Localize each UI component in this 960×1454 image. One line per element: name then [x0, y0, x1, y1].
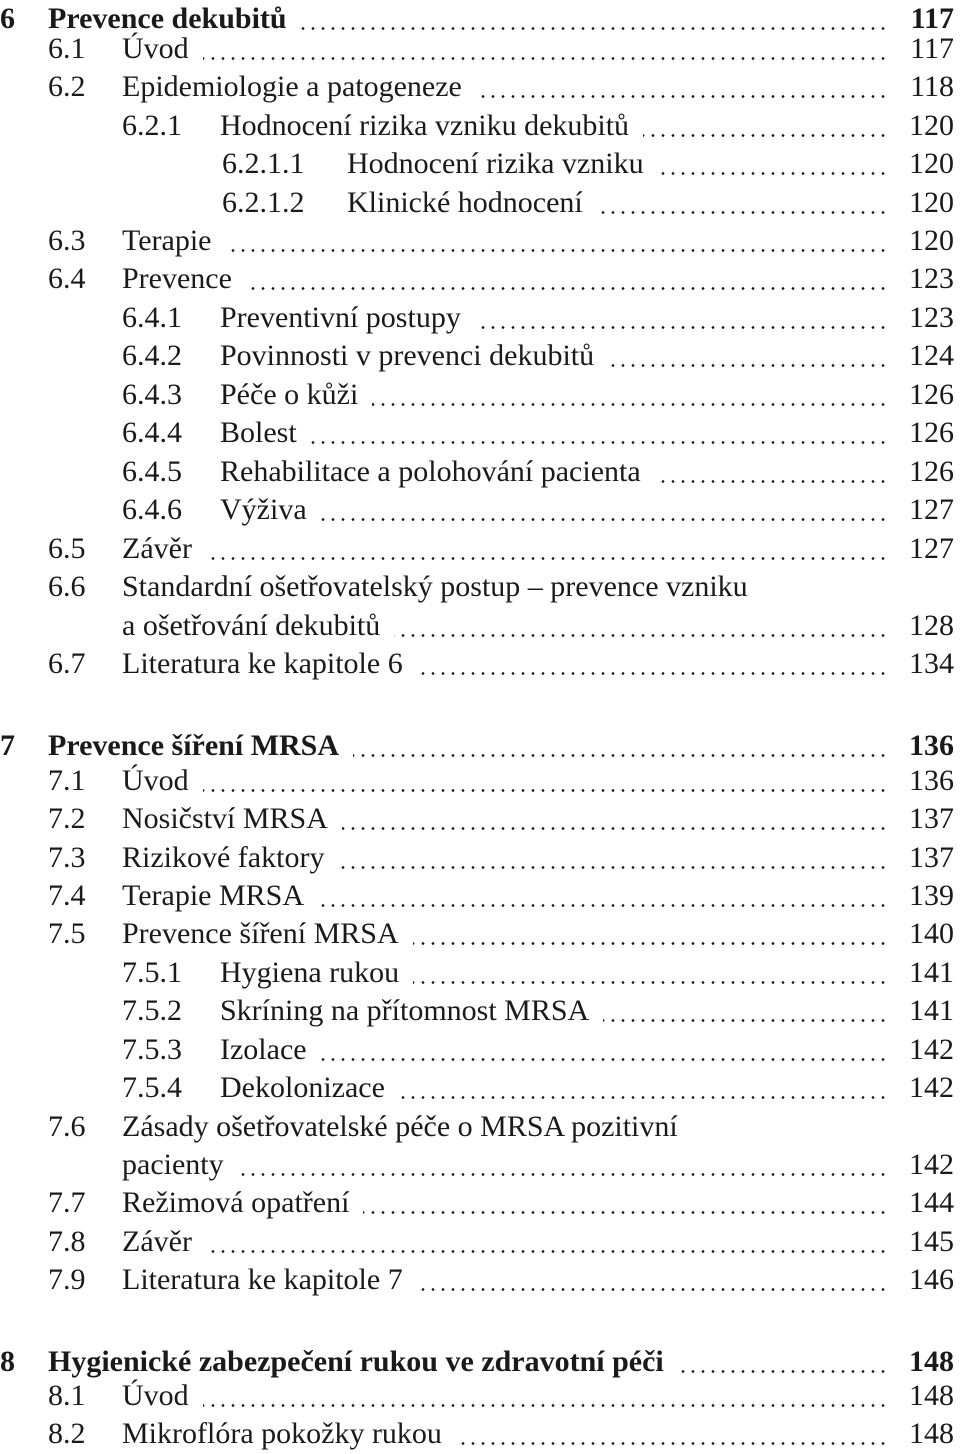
entry-number: 7.5 [48, 917, 86, 950]
dot-leader [608, 364, 888, 367]
toc-entry[interactable] [0, 645, 960, 683]
dot-leader [246, 287, 888, 290]
entry-number: 6.4.3 [122, 378, 182, 411]
toc-entry[interactable] [0, 376, 960, 414]
entry-title: Režimová opatření [122, 1186, 350, 1219]
entry-title: Hodnocení rizika vzniku dekubitů [220, 109, 630, 142]
toc-entry[interactable] [0, 453, 960, 491]
dot-leader [203, 789, 888, 792]
entry-title: pacienty [122, 1148, 224, 1181]
toc-entry[interactable] [0, 222, 960, 260]
entry-number: 8.2 [48, 1417, 86, 1450]
toc-entry[interactable] [0, 1184, 960, 1222]
entry-title: Terapie [122, 224, 212, 257]
entry-number: 7.2 [48, 802, 86, 835]
entry-title: Klinické hodnocení [347, 186, 583, 219]
dot-leader [413, 942, 888, 945]
entry-number: 7.3 [48, 841, 86, 874]
toc-entry[interactable] [0, 260, 960, 298]
page-number: 142 [909, 1071, 954, 1104]
dot-leader [603, 1019, 888, 1022]
page-number: 148 [909, 1345, 954, 1378]
toc-entry[interactable] [0, 1377, 960, 1415]
toc-entry[interactable] [0, 530, 960, 568]
entry-number: 6.4.1 [122, 301, 182, 334]
entry-number: 8.1 [48, 1379, 86, 1412]
toc-entry[interactable] [0, 877, 960, 915]
entry-number: 7.5.1 [122, 956, 182, 989]
entry-title: Prevence šíření MRSA [48, 729, 340, 762]
dot-leader [206, 557, 888, 560]
page-number: 117 [910, 2, 954, 35]
entry-title: Literatura ke kapitole 6 [122, 647, 403, 680]
toc-entry[interactable] [0, 184, 960, 222]
dot-leader [372, 403, 888, 406]
dot-leader [353, 754, 888, 757]
page-number: 144 [909, 1186, 954, 1219]
entry-number: 6.4.6 [122, 493, 182, 526]
toc-entry[interactable] [0, 915, 960, 953]
entry-title: Prevence dekubitů [48, 2, 287, 35]
toc-entry[interactable] [0, 1031, 960, 1069]
entry-number: 7.4 [48, 879, 86, 912]
page-number: 126 [909, 416, 954, 449]
entry-number: 7.8 [48, 1225, 86, 1258]
dot-leader [338, 866, 888, 869]
entry-title: Prevence [122, 262, 232, 295]
entry-number: 7.5.3 [122, 1033, 182, 1066]
entry-title: Úvod [122, 32, 189, 65]
toc-entry[interactable] [0, 30, 960, 68]
entry-title: Závěr [122, 532, 192, 565]
entry-number: 7.1 [48, 764, 86, 797]
dot-leader [363, 1211, 888, 1214]
page-number: 136 [909, 729, 954, 762]
page-number: 139 [909, 879, 954, 912]
dot-leader [399, 1096, 888, 1099]
toc-entry[interactable] [0, 1261, 960, 1299]
page-number: 148 [909, 1417, 954, 1450]
dot-leader [321, 518, 888, 521]
toc-entry[interactable] [0, 414, 960, 452]
page-number: 137 [909, 802, 954, 835]
toc-entry[interactable] [0, 107, 960, 145]
entry-title: Dekolonizace [220, 1071, 385, 1104]
toc-entry[interactable] [0, 800, 960, 838]
entry-title: Izolace [220, 1033, 307, 1066]
page-number: 126 [909, 378, 954, 411]
dot-leader [321, 1058, 888, 1061]
page-number: 120 [909, 147, 954, 180]
toc-entry[interactable] [0, 1108, 960, 1146]
dot-leader [643, 134, 888, 137]
entry-title: Nosičství MRSA [122, 802, 328, 835]
toc-entry[interactable] [0, 1146, 960, 1184]
dot-leader [655, 480, 888, 483]
page-number: 148 [909, 1379, 954, 1412]
page-number: 134 [909, 647, 954, 680]
entry-title: Výživa [220, 493, 307, 526]
dot-leader [238, 1173, 888, 1176]
dot-leader [658, 172, 888, 175]
entry-title: Rizikové faktory [122, 841, 325, 874]
toc-entry[interactable] [0, 299, 960, 337]
toc-entry[interactable] [0, 337, 960, 375]
toc-chapter[interactable] [0, 1343, 960, 1381]
entry-number: 6.5 [48, 532, 86, 565]
page-number: 127 [909, 532, 954, 565]
toc-entry[interactable] [0, 491, 960, 529]
entry-title: Povinnosti v prevenci dekubitů [220, 339, 595, 372]
entry-title: Hodnocení rizika vzniku [347, 147, 644, 180]
entry-title: Skríning na přítomnost MRSA [220, 994, 590, 1027]
entry-number: 6.3 [48, 224, 86, 257]
entry-number: 6.4.2 [122, 339, 182, 372]
dot-leader [417, 672, 888, 675]
dot-leader [475, 326, 888, 329]
entry-title: Preventivní postupy [220, 301, 461, 334]
entry-title: Literatura ke kapitole 7 [122, 1263, 403, 1296]
toc-entry[interactable] [0, 568, 960, 606]
toc-chapter[interactable] [0, 727, 960, 765]
dot-leader [206, 1250, 888, 1253]
entry-number: 6.2 [48, 70, 86, 103]
dot-leader [476, 95, 888, 98]
entry-number: 7.5.2 [122, 994, 182, 1027]
entry-number: 7.7 [48, 1186, 86, 1219]
dot-leader [394, 634, 888, 637]
page-number: 141 [909, 956, 954, 989]
page-number: 127 [909, 493, 954, 526]
page-number: 146 [909, 1263, 954, 1296]
toc-entry[interactable] [0, 1069, 960, 1107]
page-number: 120 [909, 224, 954, 257]
page-number: 120 [909, 109, 954, 142]
entry-number: 6 [0, 2, 15, 35]
page-number: 117 [910, 32, 954, 65]
toc-entry[interactable] [0, 762, 960, 800]
toc-entry[interactable] [0, 68, 960, 106]
dot-leader [597, 211, 888, 214]
entry-title: Péče o kůži [220, 378, 359, 411]
entry-number: 7.5.4 [122, 1071, 182, 1104]
entry-number: 6.1 [48, 32, 86, 65]
entry-title: Hygienické zabezpečení rukou ve zdravotní péči [48, 1345, 664, 1378]
entry-number: 6.4.5 [122, 455, 182, 488]
dot-leader [226, 249, 888, 252]
entry-title: Standardní ošetřovatelský postup – prevence vzniku [122, 570, 748, 603]
entry-number: 6.2.1 [122, 109, 182, 142]
toc-entry[interactable] [0, 954, 960, 992]
entry-number: 6.2.1.2 [222, 186, 305, 219]
entry-title: Bolest [220, 416, 297, 449]
toc-entry[interactable] [0, 839, 960, 877]
page-number: 120 [909, 186, 954, 219]
toc-entry[interactable] [0, 1223, 960, 1261]
entry-number: 7 [0, 729, 15, 762]
dot-leader [417, 1288, 888, 1291]
toc-entry[interactable] [0, 992, 960, 1030]
entry-number: 8 [0, 1345, 15, 1378]
page-number: 142 [909, 1033, 954, 1066]
dot-leader [678, 1370, 888, 1373]
page-number: 140 [909, 917, 954, 950]
page-number: 126 [909, 455, 954, 488]
page-number: 136 [909, 764, 954, 797]
dot-leader [203, 57, 888, 60]
entry-title: Epidemiologie a patogeneze [122, 70, 462, 103]
entry-number: 6.6 [48, 570, 86, 603]
entry-number: 6.4.4 [122, 416, 182, 449]
page-number: 142 [909, 1148, 954, 1181]
page-number: 128 [909, 609, 954, 642]
entry-title: Rehabilitace a polohování pacienta [220, 455, 641, 488]
entry-title: Úvod [122, 764, 189, 797]
entry-title: Úvod [122, 1379, 189, 1412]
dot-leader [413, 981, 888, 984]
toc-entry[interactable] [0, 607, 960, 645]
entry-title: Zásady ošetřovatelské péče o MRSA pozitivní [122, 1110, 678, 1143]
dot-leader [456, 1442, 888, 1445]
entry-title: Závěr [122, 1225, 192, 1258]
dot-leader [342, 827, 888, 830]
page-number: 123 [909, 301, 954, 334]
entry-title: Mikroflóra pokožky rukou [122, 1417, 442, 1450]
page-number: 141 [909, 994, 954, 1027]
entry-number: 7.6 [48, 1110, 86, 1143]
page-number: 118 [910, 70, 954, 103]
page-number: 137 [909, 841, 954, 874]
toc-entry[interactable] [0, 1415, 960, 1453]
entry-number: 7.9 [48, 1263, 86, 1296]
dot-leader [311, 441, 888, 444]
entry-number: 6.7 [48, 647, 86, 680]
entry-title: Hygiena rukou [220, 956, 400, 989]
toc-entry[interactable] [0, 145, 960, 183]
entry-title: Prevence šíření MRSA [122, 917, 399, 950]
page-number: 123 [909, 262, 954, 295]
dot-leader [203, 1404, 888, 1407]
page-number: 145 [909, 1225, 954, 1258]
entry-title: Terapie MRSA [122, 879, 305, 912]
dot-leader [318, 904, 888, 907]
entry-number: 6.4 [48, 262, 86, 295]
entry-title: a ošetřování dekubitů [122, 609, 381, 642]
entry-number: 6.2.1.1 [222, 147, 305, 180]
page-number: 124 [909, 339, 954, 372]
